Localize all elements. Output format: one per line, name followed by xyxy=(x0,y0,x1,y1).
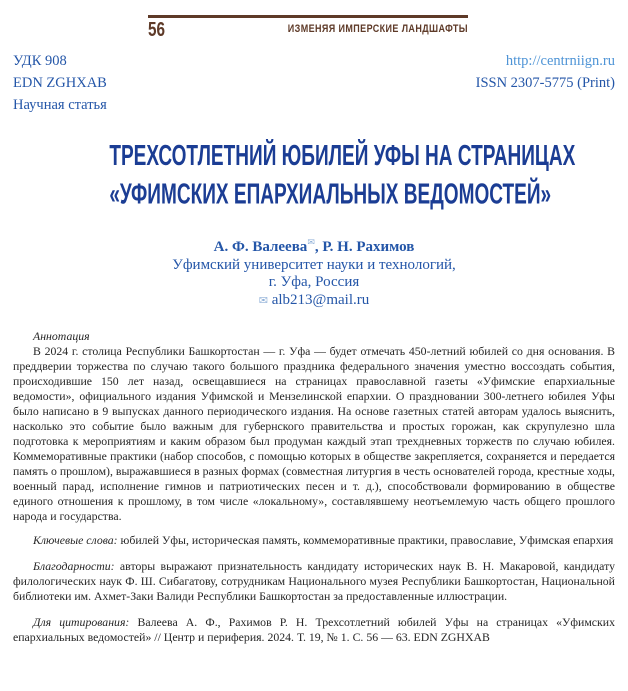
citation-text: Валеева А. Ф., Рахимов Р. Н. Трехсотлетний юбилей Уфы на страницах «Уфимских епархиальных ведомостей» // Центр и периферия. 2024. Т. 19, № 1. С. 56 — 63. EDN ZGHXAB xyxy=(13,615,615,644)
article-type: Научная статья xyxy=(13,97,107,113)
email-line xyxy=(13,292,615,311)
meta-right-column xyxy=(476,50,615,116)
envelope-icon: ✉ xyxy=(307,237,315,247)
running-title: ИЗМЕНЯЯ ИМПЕРСКИЕ ЛАНДШАФТЫ xyxy=(287,22,468,35)
abstract-text: В 2024 г. столица Республики Башкортостан — г. Уфа — будет отмечать 450-летний юбилей со дня основания. В преддверии торжества по случаю такого большого праздника федерального значения уместно воссоздать события, происходившие 150 лет назад, освещавшиеся на страницах православной газеты «Уфимские епархиальные ведомости», официального издания Уфимской и Мензелинской епархии. О праздновании 300-летнего юбилея Уфы было написано в 9 выпусках данного периодического издания. На основе газетных статей авторам удалось выяснить, насколько это событие было важным для губернского правительства и простых горожан, как скрупулезно шла подготовка к мероприятиям и каким образом был продуман каждый этап трехдневных торжеств по случаю юбилея. Коммеморативные практики (набор способов, с помощью которых в обществе закрепляется, сохраняется и передается память о прошлом), выражавшиеся в разных формах (совместная литургия в честь основателей города, крестные ходы, военный парад, исполнение гимнов и патриотических песен и т. д.), способствовали формированию в обществе единого отношения к прошлому, в том числе «локальному», составлявшему неотъемлемую часть общего прошлого народа и государства. xyxy=(13,344,615,523)
authors-separator: , xyxy=(314,239,323,255)
journal-url-link[interactable]: http://centrniign.ru xyxy=(505,53,615,69)
udk-code: УДК 908 xyxy=(13,53,67,69)
author-name-1: А. Ф. Валеева xyxy=(213,239,308,255)
article-title-line-2: «УФИМСКИХ ЕПАРХИАЛЬНЫХ ВЕДОМОСТЕЙ» xyxy=(109,177,552,210)
abstract-section xyxy=(13,329,615,524)
authors-block xyxy=(13,234,615,310)
affiliation-line-1: Уфимский университет науки и технологий, xyxy=(172,256,456,273)
abstract-label: Аннотация xyxy=(33,329,90,343)
acknowledgments-paragraph xyxy=(13,559,615,604)
article-title xyxy=(109,136,576,213)
authors-line xyxy=(13,234,615,257)
citation-paragraph xyxy=(13,615,615,645)
author-name-2: Р. Н. Рахимов xyxy=(322,239,415,255)
citation-label: Для цитирования: xyxy=(33,615,130,629)
keywords-paragraph xyxy=(13,533,615,548)
keywords-label: Ключевые слова: xyxy=(33,533,118,547)
issn-number: ISSN 2307-5775 (Print) xyxy=(475,75,615,91)
article-title-line-1: ТРЕХСОТЛЕТНИЙ ЮБИЛЕЙ УФЫ НА СТРАНИЦАХ xyxy=(109,139,576,172)
meta-left-column xyxy=(13,50,107,116)
affiliation-line-2: г. Уфа, Россия xyxy=(268,274,360,290)
envelope-icon: ✉ xyxy=(258,294,268,307)
header-rule xyxy=(148,15,468,18)
acknowledgments-text: авторы выражают признательность кандидату исторических наук В. Н. Макаровой, кандидату филологических наук Ф. Ш. Сибагатову, сотрудникам Национального музея Республики Башкортостан, Национальной библиотеки им. Ахмет-Заки Валиди Республики Башкортостан за предоставленные иллюстрации. xyxy=(13,559,615,603)
keywords-text: юбилей Уфы, историческая память, коммеморативные практики, православие, Уфимская епархия xyxy=(117,533,614,547)
acknowledgments-label: Благодарности: xyxy=(33,559,115,573)
page-number: 56 xyxy=(148,17,166,41)
edn-code: EDN ZGHXAB xyxy=(13,75,107,91)
email-link[interactable]: alb213@mail.ru xyxy=(271,291,370,308)
journal-page xyxy=(0,15,628,645)
running-header xyxy=(148,15,468,41)
article-meta xyxy=(13,50,615,116)
